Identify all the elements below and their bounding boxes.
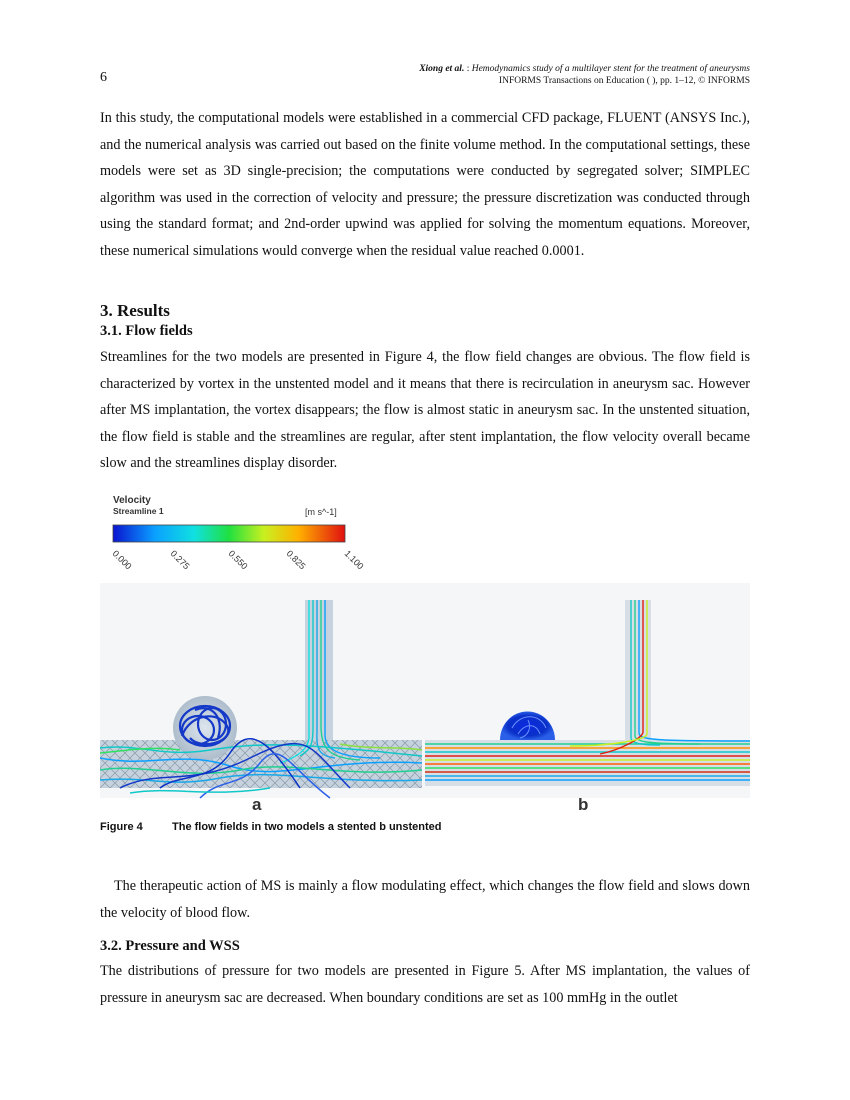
running-head-authors: Xiong et al. <box>419 64 465 74</box>
figure-4 <box>100 488 750 820</box>
panel-a-label: a <box>252 795 262 814</box>
running-head-title: Hemodynamics study of a multilayer stent for the treatment of aneurysms <box>471 64 750 74</box>
section-heading-results: 3. Results <box>100 301 170 320</box>
subsection-heading-flow-fields: 3.1. Flow fields <box>100 323 193 339</box>
paragraph-therapeutic-action: The therapeutic action of MS is mainly a flow modulating effect, which changes the flow field and slows down the velocity of blood flow. <box>100 878 750 921</box>
legend-subtitle: Streamline 1 <box>113 506 164 516</box>
legend-title: Velocity <box>113 495 151 506</box>
legend-tick-4: 1.100 <box>342 548 366 572</box>
panel-b-label: b <box>578 795 589 814</box>
running-head <box>419 63 750 87</box>
figure-caption-text: The flow fields in two models a stented b unstented <box>172 821 442 833</box>
page-number: 6 <box>100 70 107 85</box>
flow-field-figure <box>100 488 750 820</box>
paragraph-flow-fields: Streamlines for the two models are presented in Figure 4, the flow field changes are obvious. The flow field is characterized by vortex in the unstented model and it means that there is recirculation in aneurysm sac. However after MS implantation, the vortex disappears; the flow is almost static in aneurysm sac. In the unstented situation, the flow field is stable and the streamlines are regular, after stent implantation, the flow velocity overall became slow and the streamlines display disorder. <box>100 349 750 471</box>
running-head-journal: INFORMS Transactions on Education ( ), pp. 1–12, © INFORMS <box>498 76 750 86</box>
velocity-colorbar <box>113 525 345 542</box>
legend-tick-3: 0.825 <box>284 548 308 572</box>
running-head-title-line <box>419 63 750 75</box>
running-head-separator: : <box>464 64 472 74</box>
legend-tick-2: 0.550 <box>226 548 250 572</box>
legend-tick-1: 0.275 <box>168 548 192 572</box>
legend-unit: [m s^-1] <box>305 507 337 517</box>
figure-caption <box>100 821 442 833</box>
paragraph-methods: In this study, the computational models were established in a commercial CFD package, FLUENT (ANSYS Inc.), and the numerical analysis was carried out based on the finite volume method. In the computational settings, these models were set as 3D single-precision; the computations were conducted by segregated solver; SIMPLEC algorithm was used in the correction of velocity and pressure; the pressure discretization was conducted through using the standard format; and 2nd-order upwind was applied for solving the momentum equations. Moreover, these numerical simulations would converge when the residual value reached 0.0001. <box>100 110 750 259</box>
figure-caption-number: Figure 4 <box>100 821 143 833</box>
legend-tick-0: 0.000 <box>110 548 134 572</box>
paragraph-pressure: The distributions of pressure for two models are presented in Figure 5. After MS implantation, the values of pressure in aneurysm sac are decreased. When boundary conditions are set as 100 mmHg in the outlet <box>100 963 750 1006</box>
subsection-heading-pressure-wss: 3.2. Pressure and WSS <box>100 938 240 954</box>
